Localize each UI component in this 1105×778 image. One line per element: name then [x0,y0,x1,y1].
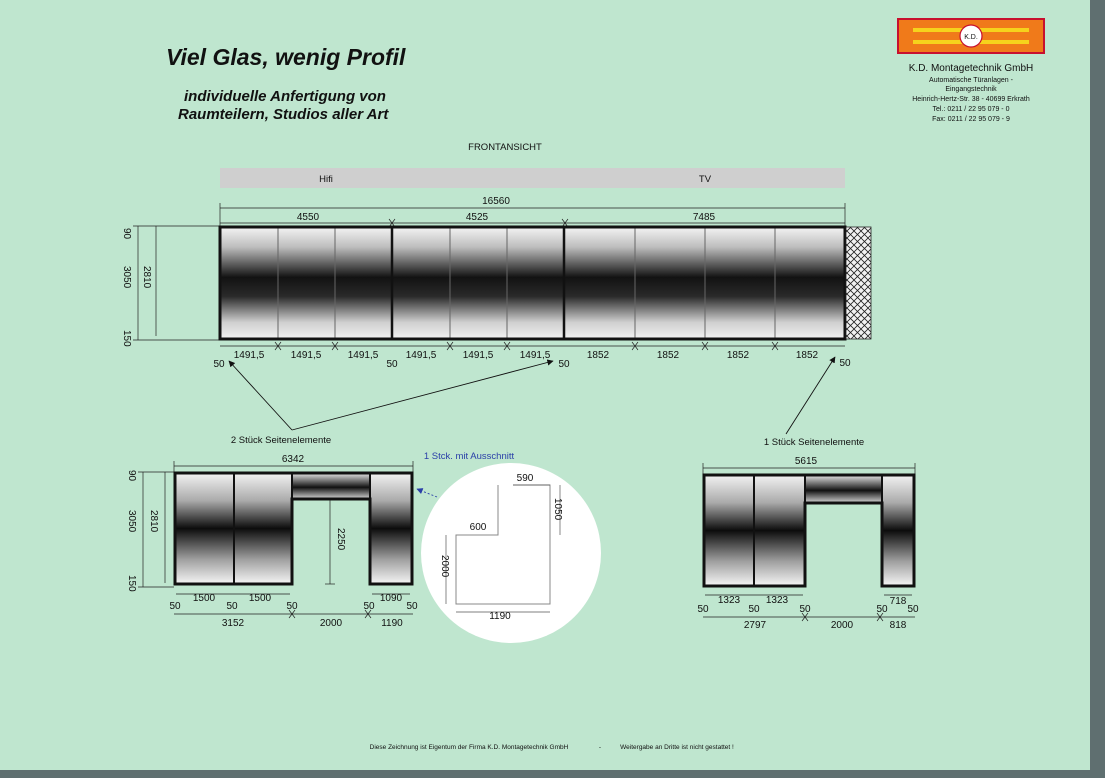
wall-hatch [846,227,871,339]
company-line1: Automatische Türanlagen - [929,77,1013,84]
side-left-bottom-dim-2: 2000 [319,618,343,629]
front-glass-wall [220,227,845,339]
front-bottom-dimensions [220,342,845,350]
detail-dim-right: 1050 [552,498,563,521]
side-right-label: 1 Stück Seitenelemente [763,437,865,448]
side-right-panel-dim-2: 1323 [765,595,789,606]
front-section-dim-1: 4550 [296,212,320,223]
page-subtitle-line1: individuelle Anfertigung von [184,88,386,105]
side-right-total-dim: 5615 [794,456,818,467]
side-right-gap-4: 50 [876,604,888,615]
detail-dim-top: 590 [516,473,534,484]
front-section-dim-3: 7485 [692,212,716,223]
side-right-bottom-dim-2: 2000 [830,620,854,631]
side-left-glass-element [175,473,412,584]
side-right-bottom-dim-1: 2797 [743,620,767,631]
side-right-bottom-dim-3: 818 [889,620,907,631]
page-title: Viel Glas, wenig Profil [166,44,406,70]
front-dim-3050: 3050 [121,266,132,289]
footer-ownership: Diese Zeichnung ist Eigentum der Firma K.D. Montagetechnik GmbH [369,744,569,751]
company-tel: Tel.: 0211 / 22 95 079 - 0 [932,106,1010,113]
side-right-gap-5: 50 [907,604,919,615]
side-left-gap-3: 50 [286,601,298,612]
side-left-dim-90: 90 [126,470,137,482]
front-dim-2810: 2810 [141,266,152,289]
front-panel-dim-5: 1491,5 [462,350,494,361]
front-section-dim-2: 4525 [465,212,489,223]
front-dim-90: 90 [121,228,132,240]
side-left-bottom-dim-1: 3152 [221,618,245,629]
front-dim-150: 150 [121,330,132,347]
leader-arrows [229,357,835,434]
side-right-panel-dim-3: 718 [889,596,907,607]
cutout-detail [421,463,601,643]
front-panel-dim-10: 1852 [795,350,819,361]
logo-initials: K.D. [964,34,978,41]
front-gap-dim-1: 50 [213,359,225,370]
zone-hifi-label: Hifi [319,174,333,185]
side-left-gap-1: 50 [169,601,181,612]
side-left-gap-5: 50 [406,601,418,612]
zone-tv-label: TV [698,174,712,185]
side-left-dim-150: 150 [126,575,137,592]
detail-dim-bottom: 1190 [489,611,511,622]
cutout-note: 1 Stck. mit Ausschnitt [423,451,515,462]
company-fax: Fax: 0211 / 22 95 079 - 9 [932,116,1010,123]
detail-dim-step: 600 [469,522,487,533]
front-panel-dim-8: 1852 [656,350,680,361]
front-panel-dim-7: 1852 [586,350,610,361]
zone-bar [220,168,845,188]
front-panel-dim-6: 1491,5 [519,350,551,361]
detail-dim-height: 2000 [439,555,450,578]
front-panel-dim-3: 1491,5 [347,350,379,361]
front-view-label: FRONTANSICHT [468,142,542,153]
side-left-panel-dim-1: 1500 [192,593,216,604]
front-gap-dim-3: 50 [558,359,570,370]
company-name: K.D. Montagetechnik GmbH [908,63,1034,74]
front-panel-dim-9: 1852 [726,350,750,361]
company-logo [898,19,1044,53]
side-left-dim-3050: 3050 [126,510,137,533]
side-left-bottom-dim-3: 1190 [381,618,403,629]
side-left-gap-4: 50 [363,601,375,612]
side-right-gap-1: 50 [697,604,709,615]
side-left-label: 2 Stück Seitenelemente [230,435,332,446]
side-right-gap-2: 50 [748,604,760,615]
side-left-panel-dim-2: 1500 [248,593,272,604]
side-left-total-dim: 6342 [281,454,305,465]
footer-separator: - [598,744,602,751]
side-left-dim-2810: 2810 [148,510,159,533]
front-panel-dim-1: 1491,5 [233,350,265,361]
side-right-glass-element [704,475,914,586]
side-right-gap-3: 50 [799,604,811,615]
front-gap-dim-4: 50 [839,358,851,369]
front-gap-dim-2: 50 [386,359,398,370]
side-left-gap-2: 50 [226,601,238,612]
front-panel-dim-4: 1491,5 [405,350,437,361]
company-address: Heinrich-Hertz-Str. 38 - 40699 Erkrath [912,96,1030,103]
side-right-panel-dim-1: 1323 [717,595,741,606]
side-left-panel-dim-3: 1090 [379,593,403,604]
page-subtitle-line2: Raumteilern, Studios aller Art [178,106,389,123]
company-line2: Eingangstechnik [945,86,997,93]
cutout-arrow [417,489,437,497]
front-panel-dim-2: 1491,5 [290,350,322,361]
front-total-dim: 16560 [482,196,510,207]
footer-notice: Weitergabe an Dritte ist nicht gestattet ! [620,744,734,751]
side-left-door-dim: 2250 [335,528,346,551]
